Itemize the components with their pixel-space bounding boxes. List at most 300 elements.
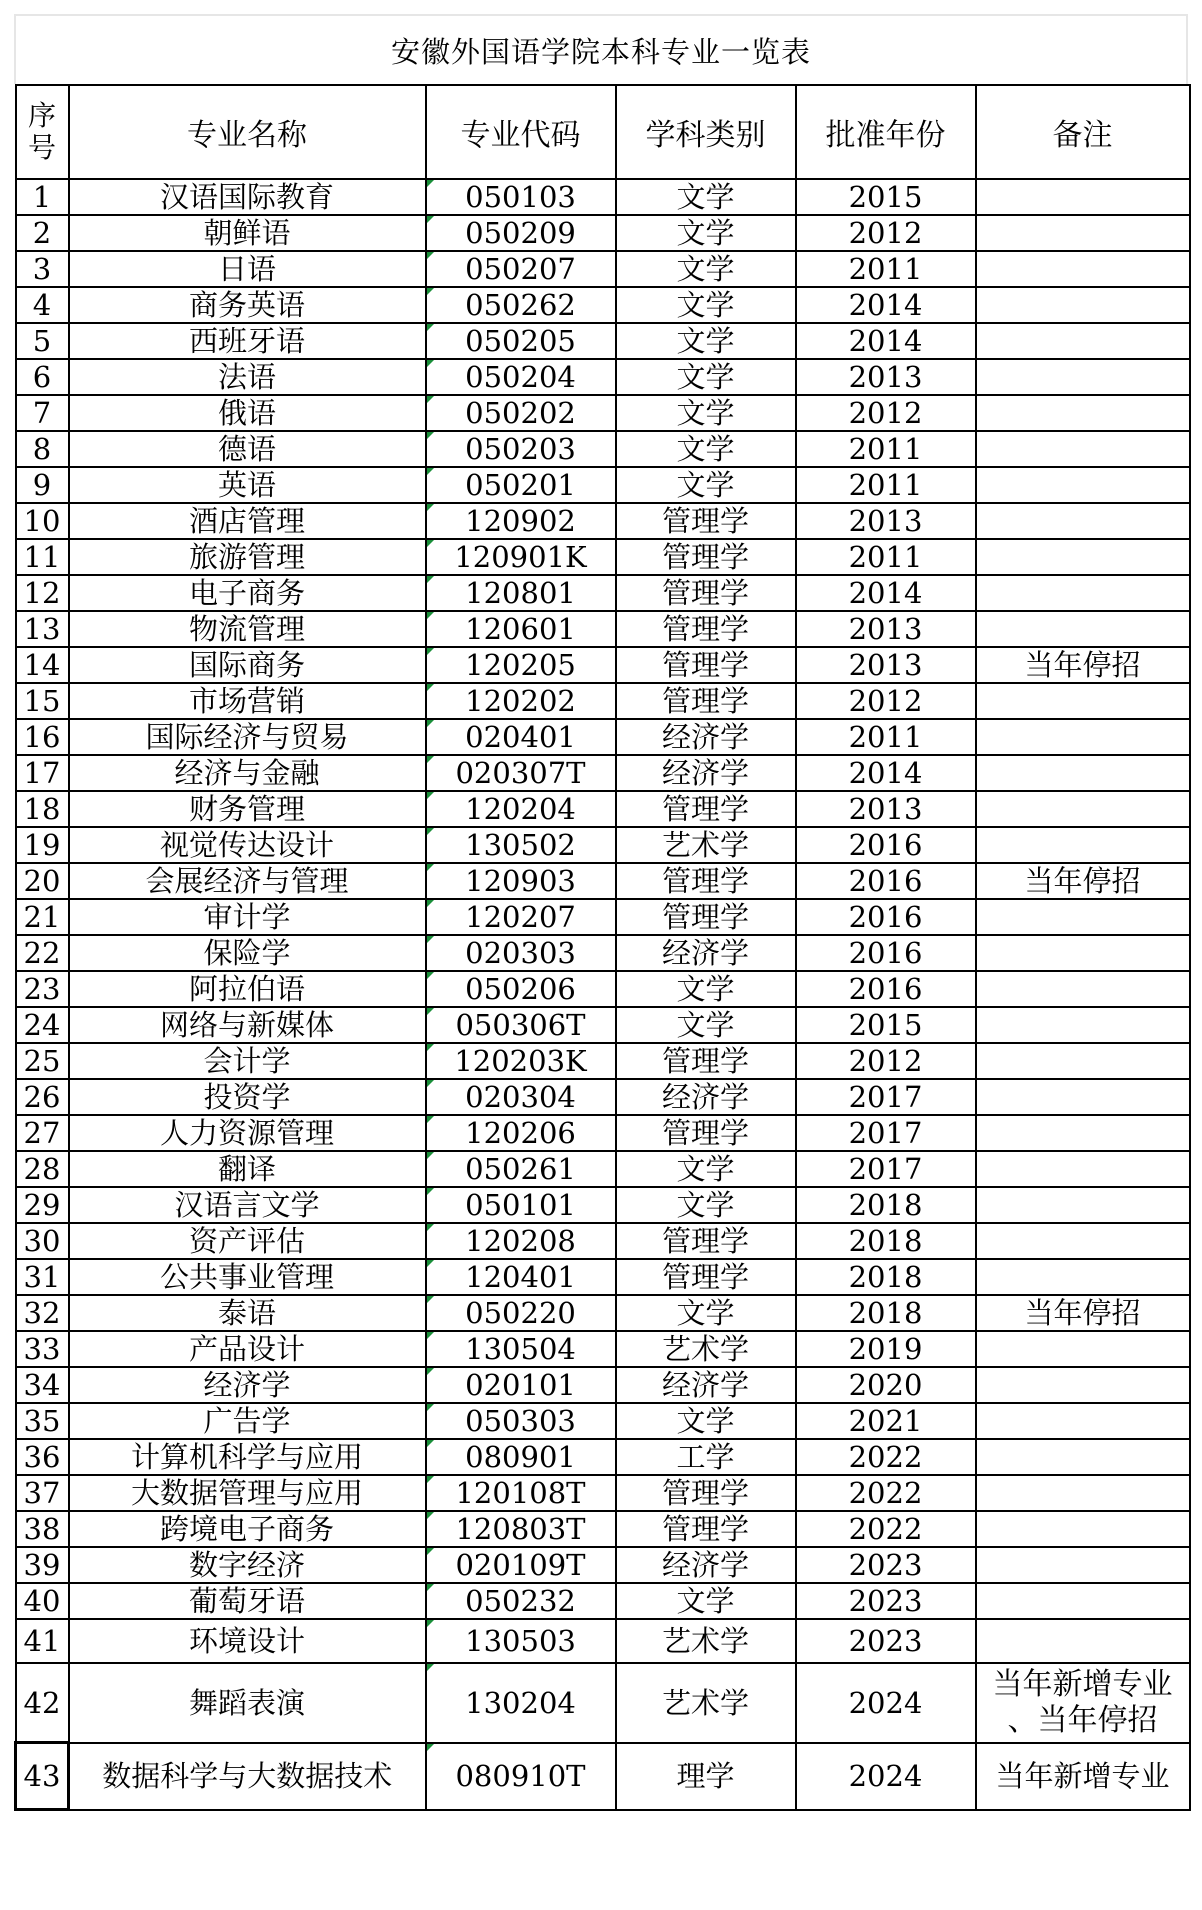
cell-year[interactable]: 2014 (796, 287, 976, 323)
cell-seq[interactable]: 27 (16, 1115, 69, 1151)
table-row (16, 683, 1190, 719)
cell-name[interactable]: 国际经济与贸易 (69, 719, 426, 755)
table-row (16, 1619, 1190, 1663)
cell-category[interactable]: 艺术学 (616, 1663, 796, 1743)
cell-code[interactable]: 120208 (426, 1223, 616, 1259)
cell-category[interactable]: 经济学 (616, 1079, 796, 1115)
cell-code[interactable]: 130502 (426, 827, 616, 863)
cell-note[interactable] (976, 1403, 1190, 1439)
cell-year[interactable]: 2013 (796, 647, 976, 683)
cell-note[interactable]: 当年新增专业 (976, 1743, 1190, 1810)
cell-code[interactable]: 120207 (426, 899, 616, 935)
cell-note[interactable] (976, 503, 1190, 539)
cell-year[interactable]: 2015 (796, 179, 976, 215)
table-row (16, 503, 1190, 539)
cell-year[interactable]: 2016 (796, 935, 976, 971)
cell-category[interactable]: 管理学 (616, 1475, 796, 1511)
cell-category[interactable]: 经济学 (616, 1547, 796, 1583)
table-row (16, 1295, 1190, 1331)
cell-year[interactable]: 2021 (796, 1403, 976, 1439)
table-row (16, 1115, 1190, 1151)
cell-note[interactable] (976, 539, 1190, 575)
cell-code[interactable]: 050201 (426, 467, 616, 503)
cell-name[interactable]: 电子商务 (69, 575, 426, 611)
cell-year[interactable]: 2018 (796, 1223, 976, 1259)
cell-year[interactable]: 2023 (796, 1583, 976, 1619)
cell-year[interactable]: 2017 (796, 1115, 976, 1151)
cell-code[interactable]: 120204 (426, 791, 616, 827)
cell-name[interactable]: 投资学 (69, 1079, 426, 1115)
header-year[interactable]: 批准年份 (796, 85, 976, 179)
cell-year[interactable]: 2014 (796, 575, 976, 611)
cell-note[interactable] (976, 467, 1190, 503)
cell-code[interactable]: 020307T (426, 755, 616, 791)
cell-name[interactable]: 跨境电子商务 (69, 1511, 426, 1547)
cell-code[interactable]: 130204 (426, 1663, 616, 1743)
cell-category[interactable]: 经济学 (616, 719, 796, 755)
cell-code[interactable]: 050101 (426, 1187, 616, 1223)
cell-name[interactable]: 数字经济 (69, 1547, 426, 1583)
cell-code[interactable]: 120901K (426, 539, 616, 575)
cell-category[interactable]: 管理学 (616, 539, 796, 575)
cell-note[interactable] (976, 1439, 1190, 1475)
table-row (16, 1043, 1190, 1079)
cell-note[interactable] (976, 1043, 1190, 1079)
cell-note[interactable] (976, 1259, 1190, 1295)
cell-note[interactable] (976, 683, 1190, 719)
cell-code[interactable]: 120202 (426, 683, 616, 719)
cell-category[interactable]: 工学 (616, 1439, 796, 1475)
cell-name[interactable]: 人力资源管理 (69, 1115, 426, 1151)
cell-note[interactable]: 当年停招 (976, 863, 1190, 899)
table-row (16, 1223, 1190, 1259)
cell-name[interactable]: 网络与新媒体 (69, 1007, 426, 1043)
cell-code[interactable]: 120108T (426, 1475, 616, 1511)
cell-seq[interactable]: 26 (16, 1079, 69, 1115)
cell-note[interactable] (976, 179, 1190, 215)
cell-category[interactable]: 文学 (616, 1583, 796, 1619)
cell-category[interactable]: 艺术学 (616, 827, 796, 863)
cell-category[interactable]: 文学 (616, 467, 796, 503)
cell-year[interactable]: 2024 (796, 1663, 976, 1743)
cell-code[interactable]: 050262 (426, 287, 616, 323)
cell-category[interactable]: 理学 (616, 1743, 796, 1810)
cell-name[interactable]: 旅游管理 (69, 539, 426, 575)
cell-name[interactable]: 泰语 (69, 1295, 426, 1331)
cell-seq[interactable]: 29 (16, 1187, 69, 1223)
cell-code[interactable]: 080910T (426, 1743, 616, 1810)
cell-name[interactable]: 阿拉伯语 (69, 971, 426, 1007)
cell-seq[interactable]: 36 (16, 1439, 69, 1475)
cell-year[interactable]: 2016 (796, 827, 976, 863)
cell-category[interactable]: 文学 (616, 251, 796, 287)
cell-year[interactable]: 2024 (796, 1743, 976, 1810)
cell-note[interactable] (976, 1223, 1190, 1259)
cell-note[interactable] (976, 755, 1190, 791)
cell-code[interactable]: 120206 (426, 1115, 616, 1151)
cell-category[interactable]: 文学 (616, 1403, 796, 1439)
cell-note[interactable] (976, 1511, 1190, 1547)
cell-note[interactable] (976, 1115, 1190, 1151)
cell-seq[interactable]: 34 (16, 1367, 69, 1403)
cell-seq[interactable]: 15 (16, 683, 69, 719)
cell-year[interactable]: 2018 (796, 1295, 976, 1331)
table-row (16, 575, 1190, 611)
cell-name[interactable]: 朝鲜语 (69, 215, 426, 251)
cell-year[interactable]: 2011 (796, 431, 976, 467)
cell-note[interactable] (976, 1367, 1190, 1403)
table-row (16, 935, 1190, 971)
cell-year[interactable]: 2011 (796, 719, 976, 755)
cell-category[interactable]: 文学 (616, 1295, 796, 1331)
table-row (16, 251, 1190, 287)
cell-code[interactable]: 120803T (426, 1511, 616, 1547)
cell-seq[interactable]: 18 (16, 791, 69, 827)
cell-year[interactable]: 2014 (796, 323, 976, 359)
header-note[interactable]: 备注 (976, 85, 1190, 179)
table-row (16, 791, 1190, 827)
cell-name[interactable]: 汉语言文学 (69, 1187, 426, 1223)
cell-code[interactable]: 120801 (426, 575, 616, 611)
cell-code[interactable]: 020304 (426, 1079, 616, 1115)
cell-category[interactable]: 文学 (616, 431, 796, 467)
cell-code[interactable]: 020303 (426, 935, 616, 971)
cell-year[interactable]: 2018 (796, 1259, 976, 1295)
cell-category[interactable]: 管理学 (616, 791, 796, 827)
cell-name[interactable]: 财务管理 (69, 791, 426, 827)
cell-year[interactable]: 2012 (796, 683, 976, 719)
table-row (16, 611, 1190, 647)
cell-code[interactable]: 050220 (426, 1295, 616, 1331)
cell-seq[interactable]: 28 (16, 1151, 69, 1187)
cell-year[interactable]: 2012 (796, 395, 976, 431)
cell-code[interactable]: 050209 (426, 215, 616, 251)
cell-year[interactable]: 2013 (796, 791, 976, 827)
cell-note[interactable]: 当年停招 (976, 647, 1190, 683)
cell-seq[interactable]: 42 (16, 1663, 69, 1743)
cell-seq[interactable]: 30 (16, 1223, 69, 1259)
cell-category[interactable]: 艺术学 (616, 1619, 796, 1663)
cell-seq[interactable]: 10 (16, 503, 69, 539)
cell-code[interactable]: 120203K (426, 1043, 616, 1079)
cell-note[interactable] (976, 359, 1190, 395)
table-row (16, 1367, 1190, 1403)
table-row (16, 755, 1190, 791)
cell-seq[interactable]: 43 (16, 1743, 69, 1810)
cell-name[interactable]: 舞蹈表演 (69, 1663, 426, 1743)
cell-year[interactable]: 2022 (796, 1475, 976, 1511)
cell-code[interactable]: 050261 (426, 1151, 616, 1187)
cell-category[interactable]: 文学 (616, 179, 796, 215)
cell-code[interactable]: 050202 (426, 395, 616, 431)
cell-name[interactable]: 经济与金融 (69, 755, 426, 791)
cell-note[interactable] (976, 971, 1190, 1007)
cell-name[interactable]: 资产评估 (69, 1223, 426, 1259)
cell-name[interactable]: 英语 (69, 467, 426, 503)
table-row (16, 215, 1190, 251)
cell-name[interactable]: 市场营销 (69, 683, 426, 719)
table-row (16, 1403, 1190, 1439)
cell-note[interactable] (976, 395, 1190, 431)
cell-note[interactable] (976, 1663, 1190, 1743)
cell-category[interactable]: 管理学 (616, 575, 796, 611)
cell-year[interactable]: 2013 (796, 611, 976, 647)
cell-note[interactable] (976, 1475, 1190, 1511)
table-row (16, 1331, 1190, 1367)
cell-name[interactable]: 法语 (69, 359, 426, 395)
cell-year[interactable]: 2013 (796, 359, 976, 395)
cell-category[interactable]: 文学 (616, 971, 796, 1007)
cell-category[interactable]: 管理学 (616, 1259, 796, 1295)
cell-category[interactable]: 文学 (616, 215, 796, 251)
cell-code[interactable]: 120902 (426, 503, 616, 539)
cell-name[interactable]: 产品设计 (69, 1331, 426, 1367)
cell-seq[interactable]: 2 (16, 215, 69, 251)
cell-seq[interactable]: 24 (16, 1007, 69, 1043)
table-row (16, 647, 1190, 683)
table-row (16, 1259, 1190, 1295)
table-row (16, 899, 1190, 935)
cell-category[interactable]: 管理学 (616, 647, 796, 683)
cell-year[interactable]: 2014 (796, 755, 976, 791)
cell-name[interactable]: 公共事业管理 (69, 1259, 426, 1295)
cell-note[interactable] (976, 215, 1190, 251)
cell-name[interactable]: 审计学 (69, 899, 426, 935)
cell-seq[interactable]: 12 (16, 575, 69, 611)
cell-seq[interactable]: 39 (16, 1547, 69, 1583)
cell-category[interactable]: 文学 (616, 287, 796, 323)
cell-note[interactable] (976, 935, 1190, 971)
cell-category[interactable]: 管理学 (616, 899, 796, 935)
cell-seq[interactable]: 4 (16, 287, 69, 323)
header-code[interactable]: 专业代码 (426, 85, 616, 179)
cell-code[interactable]: 050103 (426, 179, 616, 215)
cell-year[interactable]: 2022 (796, 1511, 976, 1547)
cell-code[interactable]: 120601 (426, 611, 616, 647)
cell-code[interactable]: 050207 (426, 251, 616, 287)
cell-name[interactable]: 国际商务 (69, 647, 426, 683)
cell-note[interactable] (976, 1619, 1190, 1663)
cell-code[interactable]: 120205 (426, 647, 616, 683)
cell-note[interactable] (976, 575, 1190, 611)
cell-note[interactable] (976, 1151, 1190, 1187)
cell-category[interactable]: 文学 (616, 1007, 796, 1043)
cell-note[interactable] (976, 1547, 1190, 1583)
cell-category[interactable]: 艺术学 (616, 1331, 796, 1367)
header-row (16, 85, 1190, 179)
cell-seq[interactable]: 37 (16, 1475, 69, 1511)
table-row (16, 1151, 1190, 1187)
cell-category[interactable]: 经济学 (616, 935, 796, 971)
cell-year[interactable]: 2016 (796, 899, 976, 935)
cell-year[interactable]: 2011 (796, 467, 976, 503)
cell-note[interactable] (976, 899, 1190, 935)
table-row (16, 1007, 1190, 1043)
cell-seq[interactable]: 3 (16, 251, 69, 287)
cell-category[interactable]: 管理学 (616, 683, 796, 719)
table-row (16, 827, 1190, 863)
cell-note[interactable] (976, 431, 1190, 467)
cell-category[interactable]: 管理学 (616, 611, 796, 647)
cell-note[interactable] (976, 1007, 1190, 1043)
cell-category[interactable]: 管理学 (616, 1115, 796, 1151)
cell-code[interactable]: 120903 (426, 863, 616, 899)
cell-note[interactable] (976, 1079, 1190, 1115)
cell-code[interactable]: 050205 (426, 323, 616, 359)
cell-year[interactable]: 2019 (796, 1331, 976, 1367)
cell-year[interactable]: 2020 (796, 1367, 976, 1403)
cell-category[interactable]: 文学 (616, 1151, 796, 1187)
cell-note[interactable] (976, 1187, 1190, 1223)
cell-year[interactable]: 2013 (796, 503, 976, 539)
cell-category[interactable]: 管理学 (616, 1511, 796, 1547)
cell-year[interactable]: 2016 (796, 971, 976, 1007)
cell-name[interactable]: 俄语 (69, 395, 426, 431)
table-row (16, 719, 1190, 755)
table-title: 安徽外国语学院本科专业一览表 (14, 14, 1188, 84)
cell-year[interactable]: 2011 (796, 539, 976, 575)
cell-name[interactable]: 环境设计 (69, 1619, 426, 1663)
cell-seq[interactable]: 1 (16, 179, 69, 215)
table-row (16, 359, 1190, 395)
cell-category[interactable]: 管理学 (616, 1043, 796, 1079)
cell-note[interactable] (976, 251, 1190, 287)
cell-year[interactable]: 2012 (796, 1043, 976, 1079)
cell-note[interactable]: 当年停招 (976, 1295, 1190, 1331)
cell-note[interactable] (976, 719, 1190, 755)
header-name[interactable]: 专业名称 (69, 85, 426, 179)
cell-note[interactable] (976, 611, 1190, 647)
cell-category[interactable]: 文学 (616, 359, 796, 395)
cell-code[interactable]: 130503 (426, 1619, 616, 1663)
cell-seq[interactable]: 6 (16, 359, 69, 395)
cell-category[interactable]: 文学 (616, 395, 796, 431)
cell-note[interactable] (976, 287, 1190, 323)
cell-seq[interactable]: 21 (16, 899, 69, 935)
cell-year[interactable]: 2018 (796, 1187, 976, 1223)
cell-name[interactable]: 会展经济与管理 (69, 863, 426, 899)
cell-name[interactable]: 广告学 (69, 1403, 426, 1439)
cell-name[interactable]: 日语 (69, 251, 426, 287)
cell-year[interactable]: 2017 (796, 1151, 976, 1187)
header-seq[interactable] (16, 85, 69, 179)
cell-seq[interactable]: 22 (16, 935, 69, 971)
cell-seq[interactable]: 35 (16, 1403, 69, 1439)
cell-category[interactable]: 经济学 (616, 1367, 796, 1403)
cell-name[interactable]: 物流管理 (69, 611, 426, 647)
cell-seq[interactable]: 16 (16, 719, 69, 755)
cell-name[interactable]: 翻译 (69, 1151, 426, 1187)
cell-code[interactable]: 050203 (426, 431, 616, 467)
cell-name[interactable]: 酒店管理 (69, 503, 426, 539)
cell-name[interactable]: 数据科学与大数据技术 (69, 1743, 426, 1810)
cell-seq[interactable]: 25 (16, 1043, 69, 1079)
cell-seq[interactable]: 31 (16, 1259, 69, 1295)
cell-year[interactable]: 2012 (796, 215, 976, 251)
cell-year[interactable]: 2022 (796, 1439, 976, 1475)
cell-name[interactable]: 汉语国际教育 (69, 179, 426, 215)
cell-category[interactable]: 管理学 (616, 863, 796, 899)
cell-note[interactable] (976, 1331, 1190, 1367)
table-row (16, 1511, 1190, 1547)
table-row (16, 431, 1190, 467)
cell-code[interactable]: 020109T (426, 1547, 616, 1583)
cell-seq[interactable]: 17 (16, 755, 69, 791)
cell-category[interactable]: 管理学 (616, 503, 796, 539)
cell-seq[interactable]: 14 (16, 647, 69, 683)
cell-seq[interactable]: 32 (16, 1295, 69, 1331)
table-row (16, 1583, 1190, 1619)
cell-code[interactable]: 080901 (426, 1439, 616, 1475)
cell-seq[interactable]: 40 (16, 1583, 69, 1619)
cell-year[interactable]: 2016 (796, 863, 976, 899)
cell-category[interactable]: 文学 (616, 1187, 796, 1223)
cell-category[interactable]: 文学 (616, 323, 796, 359)
cell-code[interactable]: 050306T (426, 1007, 616, 1043)
cell-code[interactable]: 130504 (426, 1331, 616, 1367)
cell-seq[interactable]: 9 (16, 467, 69, 503)
header-category[interactable]: 学科类别 (616, 85, 796, 179)
cell-seq[interactable]: 13 (16, 611, 69, 647)
cell-name[interactable]: 大数据管理与应用 (69, 1475, 426, 1511)
cell-seq[interactable]: 41 (16, 1619, 69, 1663)
cell-year[interactable]: 2017 (796, 1079, 976, 1115)
cell-code[interactable]: 120401 (426, 1259, 616, 1295)
cell-year[interactable]: 2015 (796, 1007, 976, 1043)
cell-note[interactable] (976, 323, 1190, 359)
table-row (16, 287, 1190, 323)
cell-name[interactable]: 保险学 (69, 935, 426, 971)
cell-name[interactable]: 商务英语 (69, 287, 426, 323)
cell-name[interactable]: 西班牙语 (69, 323, 426, 359)
cell-code[interactable]: 020401 (426, 719, 616, 755)
table-row (16, 1187, 1190, 1223)
cell-code[interactable]: 020101 (426, 1367, 616, 1403)
table-row (16, 179, 1190, 215)
cell-note[interactable] (976, 827, 1190, 863)
cell-code[interactable]: 050303 (426, 1403, 616, 1439)
cell-seq[interactable]: 19 (16, 827, 69, 863)
cell-code[interactable]: 050204 (426, 359, 616, 395)
cell-seq[interactable]: 5 (16, 323, 69, 359)
cell-note[interactable] (976, 791, 1190, 827)
cell-seq[interactable]: 8 (16, 431, 69, 467)
cell-seq[interactable]: 7 (16, 395, 69, 431)
cell-name[interactable]: 会计学 (69, 1043, 426, 1079)
cell-year[interactable]: 2011 (796, 251, 976, 287)
header-seq-line1: 序 (27, 98, 56, 132)
cell-name[interactable]: 经济学 (69, 1367, 426, 1403)
cell-name[interactable]: 视觉传达设计 (69, 827, 426, 863)
cell-year[interactable]: 2023 (796, 1619, 976, 1663)
cell-seq[interactable]: 11 (16, 539, 69, 575)
cell-seq[interactable]: 38 (16, 1511, 69, 1547)
cell-note[interactable] (976, 1583, 1190, 1619)
table-row (16, 971, 1190, 1007)
cell-name[interactable]: 葡萄牙语 (69, 1583, 426, 1619)
cell-name[interactable]: 德语 (69, 431, 426, 467)
cell-seq[interactable]: 23 (16, 971, 69, 1007)
table-row (16, 863, 1190, 899)
cell-year[interactable]: 2023 (796, 1547, 976, 1583)
cell-code[interactable]: 050206 (426, 971, 616, 1007)
cell-category[interactable]: 管理学 (616, 1223, 796, 1259)
cell-category[interactable]: 经济学 (616, 755, 796, 791)
cell-code[interactable]: 050232 (426, 1583, 616, 1619)
cell-name[interactable]: 计算机科学与应用 (69, 1439, 426, 1475)
cell-seq[interactable]: 20 (16, 863, 69, 899)
cell-seq[interactable]: 33 (16, 1331, 69, 1367)
